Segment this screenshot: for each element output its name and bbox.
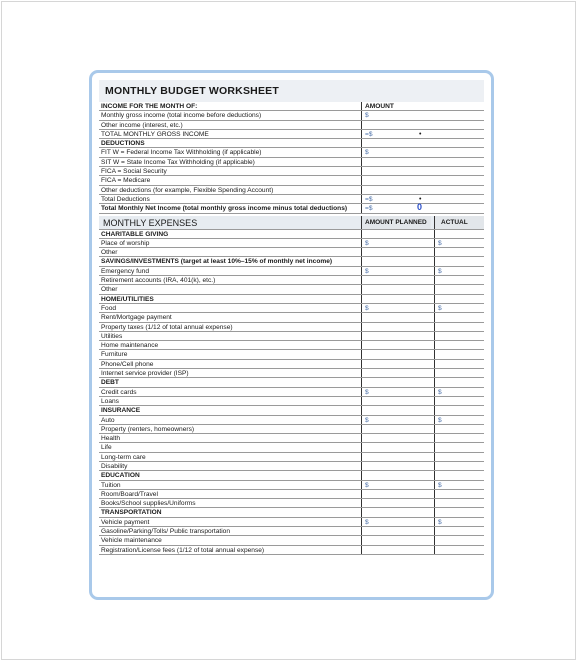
expense-row xyxy=(99,388,484,397)
expense-row-label: Phone/Cell phone xyxy=(101,360,154,368)
planned-amount-field[interactable] xyxy=(361,425,431,433)
expense-row-label: Credit cards xyxy=(101,388,137,396)
expense-category-row xyxy=(99,230,484,239)
income-row xyxy=(99,186,484,195)
actual-amount-field[interactable]: $ xyxy=(434,416,484,424)
actual-amount-field[interactable] xyxy=(434,527,484,535)
planned-amount-field[interactable] xyxy=(361,313,431,321)
expense-row xyxy=(99,323,484,332)
planned-amount-field[interactable] xyxy=(361,378,431,386)
actual-amount-field[interactable]: $ xyxy=(434,239,484,247)
actual-amount-field[interactable] xyxy=(434,443,484,451)
expense-category-row xyxy=(99,257,484,266)
expense-row xyxy=(99,341,484,350)
planned-amount-field[interactable]: $ xyxy=(361,518,431,526)
planned-amount-field[interactable] xyxy=(361,490,431,498)
planned-amount-field[interactable] xyxy=(361,369,431,377)
expense-row-label: TRANSPORTATION xyxy=(101,509,162,517)
amount-prefix: $ xyxy=(365,112,369,120)
expense-row xyxy=(99,453,484,462)
income-amount-field[interactable] xyxy=(361,195,484,203)
expense-row xyxy=(99,416,484,425)
income-row-label: SIT W = State Income Tax Withholding (if applicable) xyxy=(101,158,255,166)
expense-rows xyxy=(99,230,484,555)
expense-row-label: Loans xyxy=(101,397,119,405)
income-row-label: Total Monthly Net Income (total monthly gross income minus total deductions) xyxy=(101,205,348,213)
expense-row-label: DEBT xyxy=(101,379,119,387)
planned-amount-field[interactable] xyxy=(361,434,431,442)
expense-row-label: Place of worship xyxy=(101,239,150,247)
expense-row xyxy=(99,443,484,452)
income-row-label: FICA = Social Security xyxy=(101,168,167,176)
expense-row xyxy=(99,462,484,471)
planned-amount-field[interactable] xyxy=(361,350,431,358)
expense-row-label: Life xyxy=(101,444,112,452)
income-amount-field[interactable] xyxy=(361,204,484,212)
planned-amount-field[interactable] xyxy=(361,248,431,256)
actual-amount-field[interactable] xyxy=(434,360,484,368)
planned-amount-field[interactable] xyxy=(361,527,431,535)
amount-prefix: =$ xyxy=(365,130,373,138)
income-amount-field[interactable] xyxy=(361,111,484,119)
actual-amount-field[interactable] xyxy=(434,332,484,340)
planned-amount-field[interactable] xyxy=(361,443,431,451)
expense-row xyxy=(99,397,484,406)
expense-row xyxy=(99,527,484,536)
income-amount-field[interactable] xyxy=(361,158,484,166)
amount-prefix: =$ xyxy=(365,205,373,213)
actual-amount-field[interactable] xyxy=(434,471,484,479)
income-amount-field[interactable] xyxy=(361,167,484,175)
planned-amount-field[interactable]: $ xyxy=(361,239,431,247)
expense-row-label: Retirement accounts (IRA, 401(k), etc.) xyxy=(101,277,216,285)
planned-amount-field[interactable] xyxy=(361,406,431,414)
expense-row xyxy=(99,313,484,322)
actual-amount-field[interactable] xyxy=(434,546,484,554)
net-income-value: 0 xyxy=(417,202,423,213)
expense-row xyxy=(99,248,484,257)
expense-row-label: Room/Board/Travel xyxy=(101,490,158,498)
expense-row-label: Auto xyxy=(101,416,115,424)
expense-row xyxy=(99,360,484,369)
planned-amount-field[interactable] xyxy=(361,462,431,470)
expense-category-row xyxy=(99,471,484,480)
expense-row-label: HOME/UTILITIES xyxy=(101,295,154,303)
income-rows xyxy=(99,111,484,213)
expense-row xyxy=(99,369,484,378)
actual-amount-field[interactable] xyxy=(434,425,484,433)
expense-row-label: Registration/License fees (1/12 of total annual expense) xyxy=(101,546,265,554)
actual-amount-field[interactable] xyxy=(434,406,484,414)
actual-amount-field[interactable] xyxy=(434,369,484,377)
income-row xyxy=(99,158,484,167)
expense-row xyxy=(99,239,484,248)
expense-row-label: Rent/Mortgage payment xyxy=(101,314,172,322)
planned-amount-field[interactable] xyxy=(361,276,431,284)
expense-row-label: Furniture xyxy=(101,351,128,359)
actual-amount-field[interactable]: $ xyxy=(434,481,484,489)
actual-amount-field[interactable] xyxy=(434,453,484,461)
expense-row-label: Property (renters, homeowners) xyxy=(101,425,195,433)
expense-row-label: SAVINGS/INVESTMENTS (target at least 10%–15% of monthly net income) xyxy=(101,258,333,266)
bullet-mark: • xyxy=(419,195,422,203)
expense-row-label: Other xyxy=(101,286,118,294)
actual-amount-field[interactable] xyxy=(434,313,484,321)
actual-amount-field[interactable]: $ xyxy=(434,518,484,526)
income-row-label: DEDUCTIONS xyxy=(101,140,145,148)
income-row-label: Other income (interest, etc.) xyxy=(101,121,183,129)
worksheet-title: MONTHLY BUDGET WORKSHEET xyxy=(99,80,484,102)
planned-amount-field[interactable] xyxy=(361,341,431,349)
actual-amount-field[interactable] xyxy=(434,378,484,386)
planned-amount-field[interactable] xyxy=(361,360,431,368)
planned-amount-field[interactable] xyxy=(361,546,431,554)
income-row-label: FIT W = Federal Income Tax Withholding (if applicable) xyxy=(101,149,262,157)
actual-amount-field[interactable]: $ xyxy=(434,304,484,312)
actual-amount-field[interactable] xyxy=(434,397,484,405)
actual-amount-field[interactable] xyxy=(434,462,484,470)
expense-row xyxy=(99,332,484,341)
planned-amount-field[interactable] xyxy=(361,397,431,405)
expense-row xyxy=(99,518,484,527)
expense-row-label: EDUCATION xyxy=(101,472,140,480)
income-amount-field[interactable] xyxy=(361,139,484,147)
planned-amount-field[interactable]: $ xyxy=(361,304,431,312)
income-amount-field[interactable] xyxy=(361,176,484,184)
income-header-amount: AMOUNT xyxy=(361,102,484,110)
actual-amount-field[interactable] xyxy=(434,536,484,544)
actual-amount-field[interactable] xyxy=(434,341,484,349)
budget-worksheet xyxy=(89,70,494,600)
planned-amount-field[interactable] xyxy=(361,499,431,507)
expense-row-label: Gasoline/Parking/Tolls/ Public transportation xyxy=(101,528,231,536)
amount-prefix: =$ xyxy=(365,195,373,203)
income-row xyxy=(99,204,484,213)
expense-row-label: CHARITABLE GIVING xyxy=(101,230,169,238)
income-row xyxy=(99,139,484,148)
income-header-label: INCOME FOR THE MONTH OF: xyxy=(101,103,198,110)
expense-row xyxy=(99,434,484,443)
actual-amount-field[interactable] xyxy=(434,499,484,507)
income-row xyxy=(99,111,484,120)
planned-amount-field[interactable] xyxy=(361,453,431,461)
expense-category-row xyxy=(99,378,484,387)
actual-amount-field[interactable] xyxy=(434,257,484,265)
planned-amount-field[interactable]: $ xyxy=(361,388,431,396)
expense-row-label: Other xyxy=(101,249,118,257)
expense-category-row xyxy=(99,508,484,517)
expense-category-row xyxy=(99,406,484,415)
income-row xyxy=(99,130,484,139)
income-row xyxy=(99,167,484,176)
expense-row-label: Vehicle payment xyxy=(101,518,150,526)
planned-amount-field[interactable] xyxy=(361,536,431,544)
expense-row xyxy=(99,490,484,499)
actual-amount-field[interactable] xyxy=(434,230,484,238)
expense-row xyxy=(99,481,484,490)
planned-amount-field[interactable] xyxy=(361,257,431,265)
expense-category-row xyxy=(99,295,484,304)
expense-row-label: Internet service provider (ISP) xyxy=(101,370,189,378)
income-row-label: FICA = Medicare xyxy=(101,177,151,185)
planned-amount-field[interactable] xyxy=(361,323,431,331)
income-row-label: TOTAL MONTHLY GROSS INCOME xyxy=(101,130,209,138)
actual-amount-field[interactable] xyxy=(434,295,484,303)
expense-row-label: Books/School supplies/Uniforms xyxy=(101,500,196,508)
planned-amount-field[interactable]: $ xyxy=(361,267,431,275)
actual-amount-field[interactable] xyxy=(434,248,484,256)
expense-row-label: Emergency fund xyxy=(101,267,150,275)
expense-row-label: Health xyxy=(101,435,121,443)
expense-row xyxy=(99,285,484,294)
income-row xyxy=(99,148,484,157)
expense-row xyxy=(99,536,484,545)
actual-header: ACTUAL xyxy=(434,216,484,229)
planned-amount-field[interactable]: $ xyxy=(361,416,431,424)
expense-row xyxy=(99,350,484,359)
planned-amount-field[interactable] xyxy=(361,295,431,303)
expense-row-label: Disability xyxy=(101,462,128,470)
expense-row-label: Food xyxy=(101,304,117,312)
income-row xyxy=(99,176,484,185)
actual-amount-field[interactable] xyxy=(434,508,484,516)
planned-amount-field[interactable] xyxy=(361,471,431,479)
expenses-title: MONTHLY EXPENSES xyxy=(103,217,198,228)
actual-amount-field[interactable]: $ xyxy=(434,267,484,275)
actual-amount-field[interactable] xyxy=(434,323,484,331)
income-row xyxy=(99,121,484,130)
amount-planned-header: AMOUNT PLANNED xyxy=(361,216,431,229)
income-row-label: Monthly gross income (total income before deductions) xyxy=(101,112,262,120)
worksheet-content xyxy=(99,80,484,555)
income-row xyxy=(99,195,484,204)
actual-amount-field[interactable] xyxy=(434,285,484,293)
income-header-row xyxy=(99,102,484,111)
income-row-label: Other deductions (for example, Flexible Spending Account) xyxy=(101,186,274,194)
income-amount-field[interactable] xyxy=(361,186,484,194)
income-amount-field[interactable] xyxy=(361,130,484,138)
expense-row xyxy=(99,546,484,555)
income-amount-field[interactable] xyxy=(361,148,484,156)
expense-row-label: Utilities xyxy=(101,332,123,340)
income-row-label: Total Deductions xyxy=(101,195,150,203)
expense-row-label: Home maintenance xyxy=(101,342,159,350)
actual-amount-field[interactable] xyxy=(434,276,484,284)
expense-row-label: Property taxes (1/12 of total annual expense) xyxy=(101,323,233,331)
expense-row xyxy=(99,425,484,434)
actual-amount-field[interactable] xyxy=(434,490,484,498)
expense-row xyxy=(99,276,484,285)
actual-amount-field[interactable] xyxy=(434,350,484,358)
planned-amount-field[interactable] xyxy=(361,230,431,238)
actual-amount-field[interactable] xyxy=(434,434,484,442)
expense-row-label: Long-term care xyxy=(101,453,146,461)
planned-amount-field[interactable] xyxy=(361,332,431,340)
expense-row xyxy=(99,304,484,313)
expenses-header xyxy=(99,216,484,230)
expense-row-label: Vehicle maintenance xyxy=(101,537,162,545)
expense-row-label: Tuition xyxy=(101,481,121,489)
bullet-mark: • xyxy=(419,130,422,138)
amount-prefix: $ xyxy=(365,149,369,157)
expense-row xyxy=(99,267,484,276)
actual-amount-field[interactable]: $ xyxy=(434,388,484,396)
expense-row-label: INSURANCE xyxy=(101,407,141,415)
expense-row xyxy=(99,499,484,508)
income-amount-field[interactable] xyxy=(361,121,484,129)
planned-amount-field[interactable]: $ xyxy=(361,481,431,489)
planned-amount-field[interactable] xyxy=(361,508,431,516)
planned-amount-field[interactable] xyxy=(361,285,431,293)
